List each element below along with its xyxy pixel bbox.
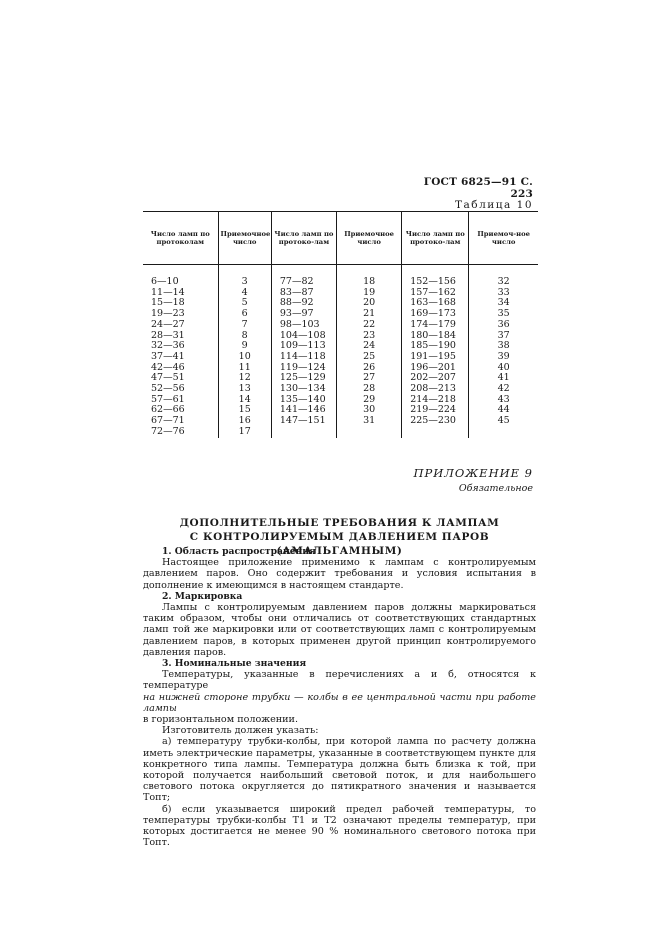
table-cell: 32 (469, 277, 538, 288)
table-cell: 214—218 (402, 395, 469, 406)
table-cell: 174—179 (402, 320, 469, 331)
table-cell: 35 (469, 309, 538, 320)
table-cell: 40 (469, 363, 538, 374)
table-cell: 32—36 (151, 340, 185, 352)
section-heading: 2. Маркировка (162, 590, 243, 602)
table-cell: 72—76 (151, 425, 185, 437)
table-cell: 7 (218, 320, 271, 331)
table-cell (271, 427, 336, 438)
table-cell: 27 (337, 373, 402, 384)
paragraph: в горизонтальном положении. (143, 714, 298, 726)
table-row (143, 320, 538, 331)
table-row (143, 352, 538, 363)
table-cell: 77—82 (271, 277, 336, 288)
table-cell: 44 (469, 405, 538, 416)
table-cell: 191—195 (402, 352, 469, 363)
paragraph: а) температуру трубки-колбы, при которой лампа по расчету должна иметь электрические параметры, указанные в соответствующем пункте для конкретного типа лампы. Температура должна быть близка к той, при которой получается наибольший световой поток, и для наибольшего светового потока округляется до пятикратного значения и называется Tопт; (143, 736, 536, 804)
table-cell: 37—41 (151, 350, 185, 362)
table-cell: 47—51 (151, 372, 185, 384)
table-cell: 10 (218, 352, 271, 363)
table-cell: 12 (218, 373, 271, 384)
table-cell: 24 (337, 341, 402, 352)
column-header: Число ламп по протоколам (143, 212, 218, 265)
table-body (143, 265, 538, 438)
table-cell: 6—10 (151, 276, 179, 287)
table-caption: Таблица 10 (455, 199, 533, 211)
column-header: Число ламп по протоко-лам (402, 212, 469, 265)
table-cell: 88—92 (271, 298, 336, 309)
table-cell (402, 427, 469, 438)
table-row (143, 405, 538, 416)
table-cell: 38 (469, 341, 538, 352)
table-cell: 43 (469, 395, 538, 406)
table-cell: 37 (469, 331, 538, 342)
section-heading: 1. Область распространения (162, 546, 316, 557)
table-cell: 39 (469, 352, 538, 363)
table-cell: 9 (218, 341, 271, 352)
table-cell (469, 427, 538, 438)
table-cell: 19—23 (151, 308, 185, 320)
section-title-line: С КОНТРОЛИРУЕМЫМ ДАВЛЕНИЕМ ПАРОВ (АМАЛЬГАМНЫМ) (189, 531, 490, 557)
table-cell: 4 (218, 288, 271, 299)
table-cell: 5 (218, 298, 271, 309)
table-cell: 157—162 (402, 288, 469, 299)
table-cell: 98—103 (271, 320, 336, 331)
table-cell: 93—97 (271, 309, 336, 320)
appendix-status: Обязательное (458, 483, 533, 494)
table-row (143, 416, 538, 427)
table-spacer-row (143, 265, 538, 278)
paragraph-italic: на нижней стороне трубки — колбы в ее центральной части при работе лампы (143, 691, 536, 714)
table-cell: 141—146 (271, 405, 336, 416)
table-cell: 25 (337, 352, 402, 363)
table-cell: 42 (469, 384, 538, 395)
table-row (143, 373, 538, 384)
paragraph: Лампы с контролируемым давлением паров должны маркироваться таким образом, чтобы они отличались от соответствующих стандартных ламп той же маркировки или от соответствующих ламп с контролируемым давлением паров, в которых применен другой принцип контролируемого давления паров. (143, 602, 536, 658)
table-cell: 26 (337, 363, 402, 374)
table-cell: 202—207 (402, 373, 469, 384)
appendix-title: ПРИЛОЖЕНИЕ 9 (413, 466, 533, 480)
table-cell: 196—201 (402, 363, 469, 374)
section-title-line: ДОПОЛНИТЕЛЬНЫЕ ТРЕБОВАНИЯ К ЛАМПАМ (179, 517, 500, 529)
table-row (143, 363, 538, 374)
table-cell: 19 (337, 288, 402, 299)
table-cell: 31 (337, 416, 402, 427)
table-cell: 14 (218, 395, 271, 406)
table-cell: 17 (218, 427, 271, 438)
section-heading: 3. Номинальные значения (162, 658, 307, 670)
table-cell: 18 (337, 277, 402, 288)
acceptance-table (143, 211, 538, 441)
table-cell: 67—71 (151, 415, 185, 427)
column-header: Число ламп по протоко-лам (271, 212, 336, 265)
table-row (143, 395, 538, 406)
table-cell: 208—213 (402, 384, 469, 395)
table-cell: 33 (469, 288, 538, 299)
table-cell: 3 (218, 277, 271, 288)
table-cell: 34 (469, 298, 538, 309)
table-cell: 41 (469, 373, 538, 384)
table-row (143, 277, 538, 288)
paragraph: Настоящее приложение применимо к лампам с контролируемым давлением паров. Оно содержит требования и условия испытания в дополнение к имеющимся в настоящем стандарте. (143, 557, 536, 591)
table-cell: 16 (218, 416, 271, 427)
table-cell: 30 (337, 405, 402, 416)
column-header: Приемочное число (337, 212, 402, 265)
table-cell: 225—230 (402, 416, 469, 427)
table-cell: 36 (469, 320, 538, 331)
table-cell: 147—151 (271, 416, 336, 427)
table-cell: 163—168 (402, 298, 469, 309)
table-cell: 42—46 (151, 361, 185, 373)
table-cell: 62—66 (151, 404, 185, 416)
table-cell: 104—108 (271, 331, 336, 342)
table-cell: 57—61 (151, 393, 185, 405)
table-cell: 13 (218, 384, 271, 395)
table-cell: 15—18 (151, 297, 185, 309)
table-cell: 180—184 (402, 331, 469, 342)
table-cell: 130—134 (271, 384, 336, 395)
table-cell: 22 (337, 320, 402, 331)
table-cell: 152—156 (402, 277, 469, 288)
table-cell: 20 (337, 298, 402, 309)
table-row (143, 427, 538, 438)
table-cell: 23 (337, 331, 402, 342)
page-header: ГОСТ 6825—91 С. 223 (423, 176, 533, 200)
appendix-block (400, 466, 533, 494)
table-row (143, 331, 538, 342)
table-cell: 83—87 (271, 288, 336, 299)
table-cell: 28—31 (151, 329, 185, 341)
body-text (143, 546, 536, 848)
table-cell: 45 (469, 416, 538, 427)
table-cell: 125—129 (271, 373, 336, 384)
table-cell: 219—224 (402, 405, 469, 416)
paragraph: Изготовитель должен указать: (162, 725, 319, 737)
table-cell: 114—118 (271, 352, 336, 363)
table-row (143, 384, 538, 395)
table-cell: 11 (218, 363, 271, 374)
table-row (143, 298, 538, 309)
table-cell: 8 (218, 331, 271, 342)
table-cell: 52—56 (151, 383, 185, 395)
table-cell: 28 (337, 384, 402, 395)
table-row (143, 309, 538, 320)
table-cell: 15 (218, 405, 271, 416)
table-cell: 29 (337, 395, 402, 406)
table-cell: 21 (337, 309, 402, 320)
table-cell: 24—27 (151, 318, 185, 330)
table-cell: 11—14 (151, 286, 185, 298)
table-cell: 135—140 (271, 395, 336, 406)
table-header-row (143, 212, 538, 265)
paragraph: Температуры, указанные в перечислениях а и б, относятся к температуре (143, 669, 536, 692)
table-cell: 185—190 (402, 341, 469, 352)
table-cell: 119—124 (271, 363, 336, 374)
table-cell: 109—113 (271, 341, 336, 352)
column-header: Приемочное число (218, 212, 271, 265)
table-row (143, 288, 538, 299)
table-cell (337, 427, 402, 438)
column-header: Приемоч-ное число (469, 212, 538, 265)
table-cell: 6 (218, 309, 271, 320)
paragraph: б) если указывается широкий предел рабочей температуры, то температуры трубки-колбы T1 и T2 означают пределы температур, при которых достигается не менее 90 % номинального светового потока при Tопт. (143, 803, 536, 849)
table-cell: 169—173 (402, 309, 469, 320)
table-row (143, 341, 538, 352)
